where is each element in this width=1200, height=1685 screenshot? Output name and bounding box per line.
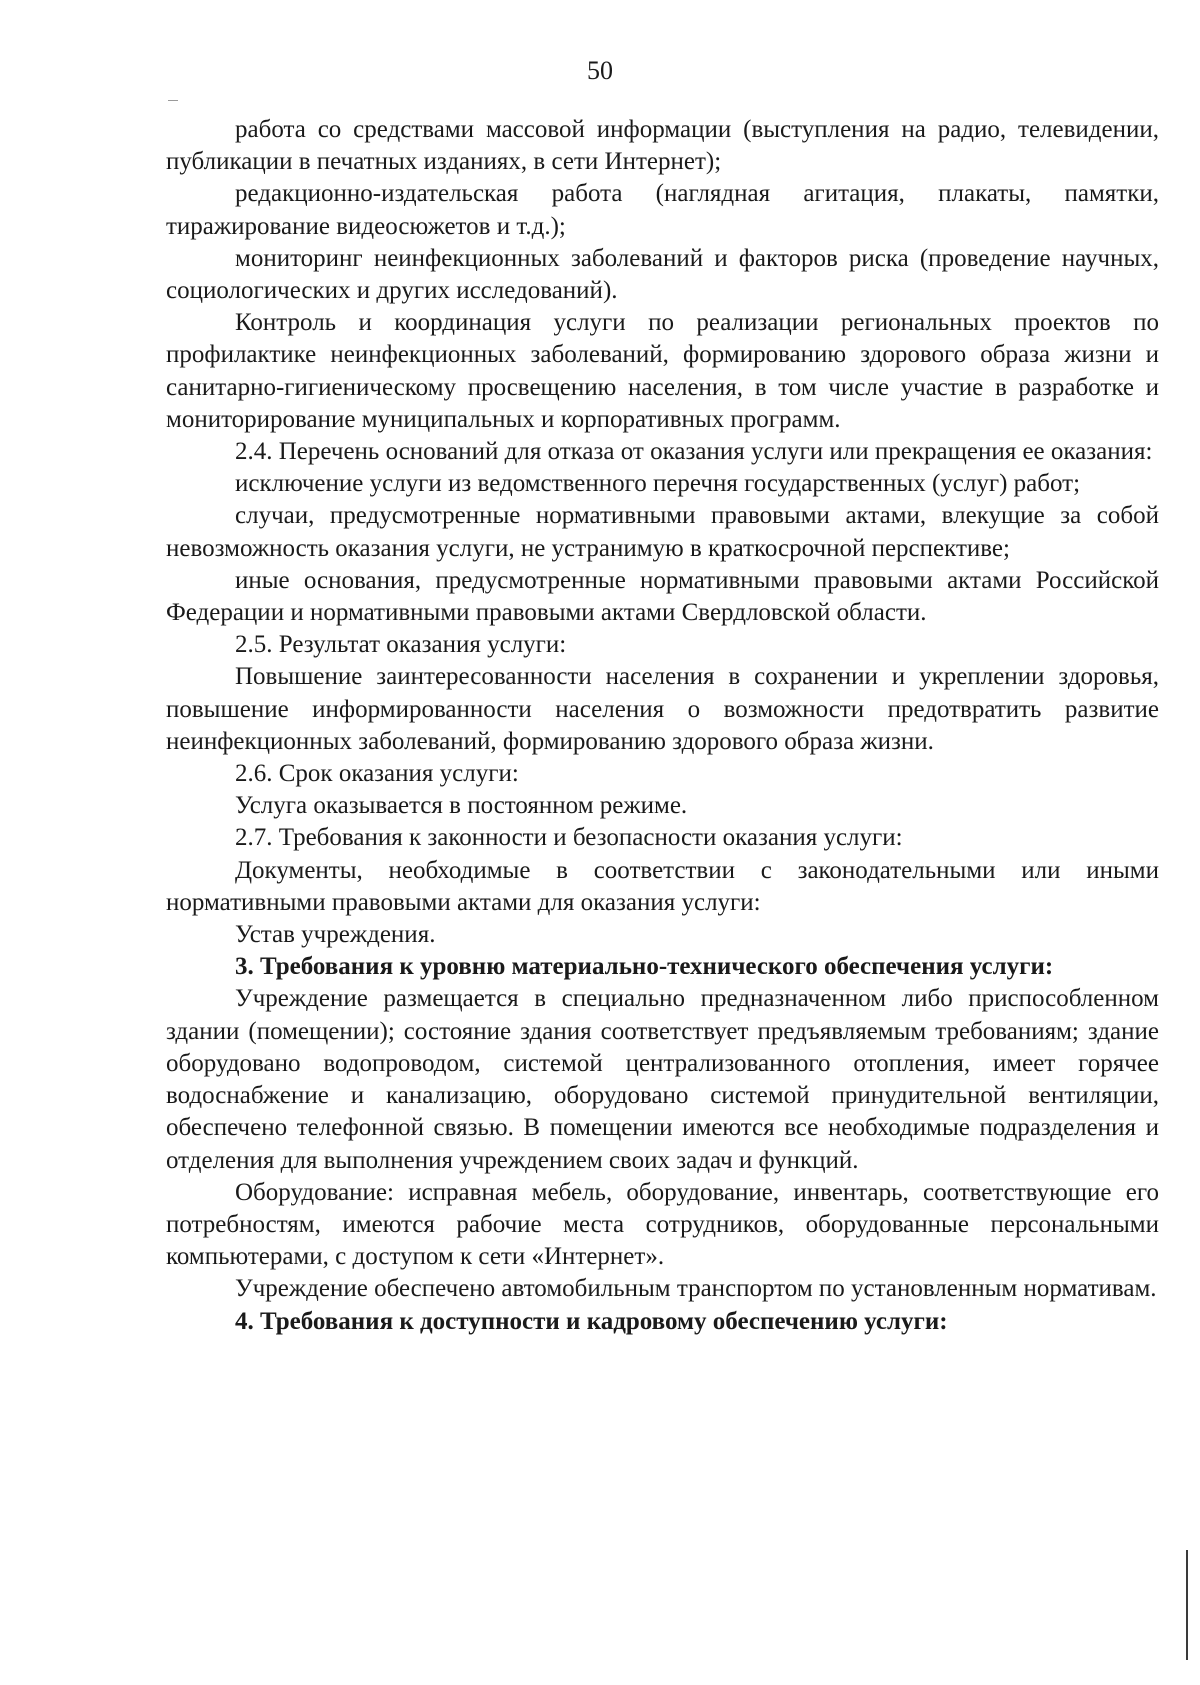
paragraph-permanent-mode: Услуга оказывается в постоянном режиме.	[235, 792, 688, 820]
document-body	[166, 114, 1159, 1338]
page-number: 50	[587, 56, 613, 85]
section-heading-3: 3. Требования к уровню материально-технического обеспечения услуги:	[235, 953, 1054, 981]
paragraph-control-coordination: Контроль и координация услуги по реализации региональных проектов по профилактике неинфекционных заболеваний, формированию здорового образа жизни и санитарно-гигиеническому просвещению населения, в том числе участие в разработке и мониторирование муниципальных и корпоративных программ.	[166, 309, 1159, 433]
paragraph-exclusion: исключение услуги из ведомственного перечня государственных (услуг) работ;	[235, 470, 1081, 498]
paragraph-transport: Учреждение обеспечено автомобильным транспортом по установленным нормативам.	[235, 1275, 1157, 1303]
paragraph-section-2-5: 2.5. Результат оказания услуги:	[235, 631, 567, 659]
scan-edge-line	[1186, 1550, 1188, 1660]
paragraph-media-work: работа со средствами массовой информации (выступления на радио, телевидении, публикации в печатных изданиях, в сети Интернет);	[166, 116, 1159, 176]
paragraph-section-2-7: 2.7. Требования к законности и безопасности оказания услуги:	[235, 824, 903, 852]
paragraph-documents: Документы, необходимые в соответствии с законодательными или иными нормативными правовыми актами для оказания услуги:	[166, 856, 1159, 916]
scan-mark	[168, 100, 178, 101]
paragraph-section-2-6: 2.6. Срок оказания услуги:	[235, 760, 519, 788]
paragraph-result: Повышение заинтересованности населения в сохранении и укреплении здоровья, повышение информированности населения о возможности предотвратить развитие неинфекционных заболеваний, формированию здорового образа жизни.	[166, 663, 1159, 755]
paragraph-equipment: Оборудование: исправная мебель, оборудование, инвентарь, соответствующие его потребностям, имеются рабочие места сотрудников, оборудованные персональными компьютерами, с доступом к сети «Интернет».	[166, 1178, 1159, 1271]
paragraph-editorial-work: редакционно-издательская работа (наглядная агитация, плакаты, памятки, тиражирование видеосюжетов и т.д.);	[166, 180, 1159, 240]
paragraph-charter: Устав учреждения.	[235, 921, 436, 949]
paragraph-building: Учреждение размещается в специально предназначенном либо приспособленном здании (помещении); состояние здания соответствует предъявляемым требованиям; здание оборудовано водопроводом, системой централизованного отопления, имеет горячее водоснабжение и канализацию, оборудовано системой принудительной вентиляции, обеспечено телефонной связью. В помещении имеются все необходимые подразделения и отделения для выполнения учреждением своих задач и функций.	[166, 985, 1159, 1174]
paragraph-monitoring: мониторинг неинфекционных заболеваний и факторов риска (проведение научных, социологических и других исследований).	[166, 244, 1159, 305]
section-heading-4: 4. Требования к доступности и кадровому обеспечению услуги:	[235, 1307, 948, 1335]
paragraph-cases: случаи, предусмотренные нормативными правовыми актами, влекущие за собой невозможность оказания услуги, не устранимую в краткосрочной перспективе;	[166, 502, 1159, 562]
paragraph-other-grounds: иные основания, предусмотренные нормативными правовыми актами Российской Федерации и нормативными правовыми актами Свердловской области.	[166, 566, 1159, 627]
paragraph-section-2-4: 2.4. Перечень оснований для отказа от оказания услуги или прекращения ее оказания:	[235, 438, 1153, 466]
